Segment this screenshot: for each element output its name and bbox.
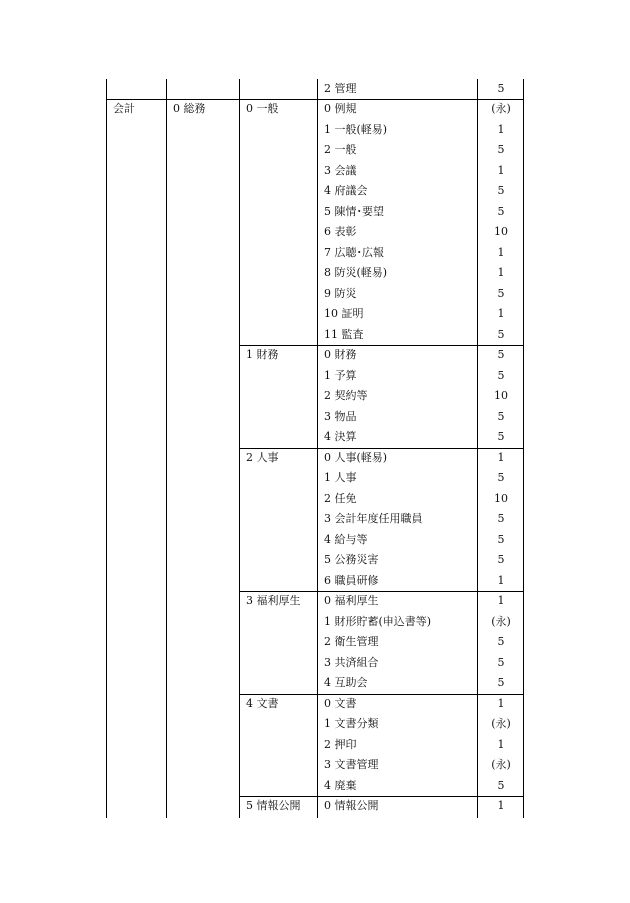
subcategory-cell: 1 一般(軽易) [324, 122, 388, 136]
subcategory-cell: 4 廃棄 [324, 778, 357, 792]
subcategory-cell: 7 広聴･広報 [324, 245, 384, 259]
retention-cell: 5 [497, 348, 505, 361]
column-rule [239, 79, 240, 818]
classification-table [106, 79, 524, 818]
retention-cell: (永) [491, 758, 511, 771]
top-partial-retention: 5 [497, 82, 505, 95]
retention-cell: 5 [497, 471, 505, 484]
row-rule [106, 99, 524, 100]
subcategory-cell: 4 給与等 [324, 532, 368, 546]
subcategory-cell: 2 衛生管理 [324, 635, 379, 648]
subcategory-cell: 1 財形貯蓄(申込書等) [324, 614, 432, 628]
subcategory-cell: 0 財務 [324, 348, 357, 361]
retention-cell: 5 [497, 409, 505, 423]
subcategory-cell: 2 任免 [324, 491, 357, 505]
retention-cell: 5 [497, 430, 505, 443]
retention-cell: 5 [497, 368, 505, 382]
retention-cell: 5 [497, 553, 505, 566]
middle-label: 0 一般 [246, 102, 279, 115]
retention-cell: 10 [494, 389, 508, 402]
subcategory-cell: 6 表彰 [324, 225, 357, 238]
retention-cell: 1 [497, 594, 505, 607]
subcategory-cell: 11 監査 [324, 327, 364, 341]
subcategory-cell: 5 公務災害 [324, 553, 379, 566]
subcategory-cell: 1 人事 [324, 471, 357, 484]
subcategory-cell: 6 職員研修 [324, 573, 379, 587]
middle-label: 5 情報公開 [246, 799, 301, 812]
subcategory-cell: 3 会議 [324, 163, 357, 177]
middle-label: 2 人事 [246, 450, 279, 464]
subcategory-cell: 9 防災 [324, 286, 357, 300]
column-rule [166, 79, 167, 818]
subcategory-cell: 2 契約等 [324, 389, 368, 402]
subcategory-cell: 1 文書分類 [324, 717, 379, 730]
middle-label: 3 福利厚生 [246, 594, 301, 607]
retention-cell: 1 [497, 122, 505, 136]
subcategory-cell: 4 決算 [324, 430, 357, 443]
subcategory-cell: 5 陳情･要望 [324, 204, 384, 218]
subcategory-cell: 0 人事(軽易) [324, 450, 388, 464]
retention-cell: 1 [497, 163, 505, 177]
retention-cell: 10 [494, 225, 508, 238]
retention-cell: 5 [497, 286, 505, 300]
subcategory-cell: 0 例規 [324, 102, 357, 115]
retention-cell: 1 [497, 266, 505, 279]
retention-cell: 5 [497, 204, 505, 218]
subcategory-cell: 3 物品 [324, 409, 357, 423]
retention-cell: 5 [497, 143, 505, 156]
retention-cell: 1 [497, 696, 505, 710]
retention-cell: 5 [497, 512, 505, 525]
retention-cell: (永) [491, 614, 511, 628]
subcategory-cell: 3 文書管理 [324, 758, 379, 771]
column-rule [106, 79, 107, 818]
retention-cell: 5 [497, 655, 505, 669]
retention-cell: 1 [497, 799, 505, 812]
subcategory-cell: 0 福利厚生 [324, 594, 379, 607]
subcategory-cell: 8 防災(軽易) [324, 266, 388, 279]
major-label: 0 総務 [173, 102, 206, 115]
retention-cell: 10 [494, 491, 508, 505]
subcategory-cell: 10 証明 [324, 307, 364, 320]
retention-cell: 5 [497, 778, 505, 792]
retention-cell: 1 [497, 245, 505, 259]
subcategory-cell: 2 一般 [324, 143, 357, 156]
retention-cell: 1 [497, 450, 505, 464]
subcategory-cell: 0 文書 [324, 696, 357, 710]
retention-cell: 5 [497, 635, 505, 648]
column-rule [317, 79, 318, 818]
subcategory-cell: 0 情報公開 [324, 799, 379, 812]
middle-label: 4 文書 [246, 696, 279, 710]
retention-cell: 1 [497, 307, 505, 320]
subcategory-cell: 4 互助会 [324, 676, 368, 689]
subcategory-cell: 4 府議会 [324, 184, 368, 197]
retention-cell: 5 [497, 184, 505, 197]
retention-cell: 1 [497, 573, 505, 587]
subcategory-cell: 3 共済組合 [324, 655, 379, 669]
retention-cell: (永) [491, 717, 511, 730]
retention-cell: 1 [497, 737, 505, 751]
retention-cell: 5 [497, 532, 505, 546]
top-partial-subcategory: 2 管理 [324, 82, 357, 95]
retention-cell: 5 [497, 327, 505, 341]
subcategory-cell: 2 押印 [324, 737, 357, 751]
retention-cell: 5 [497, 676, 505, 689]
middle-label: 1 財務 [246, 348, 279, 361]
subcategory-cell: 3 会計年度任用職員 [324, 512, 423, 525]
subcategory-cell: 1 予算 [324, 368, 357, 382]
category-label: 会計 [113, 102, 135, 115]
retention-cell: (永) [491, 102, 511, 115]
